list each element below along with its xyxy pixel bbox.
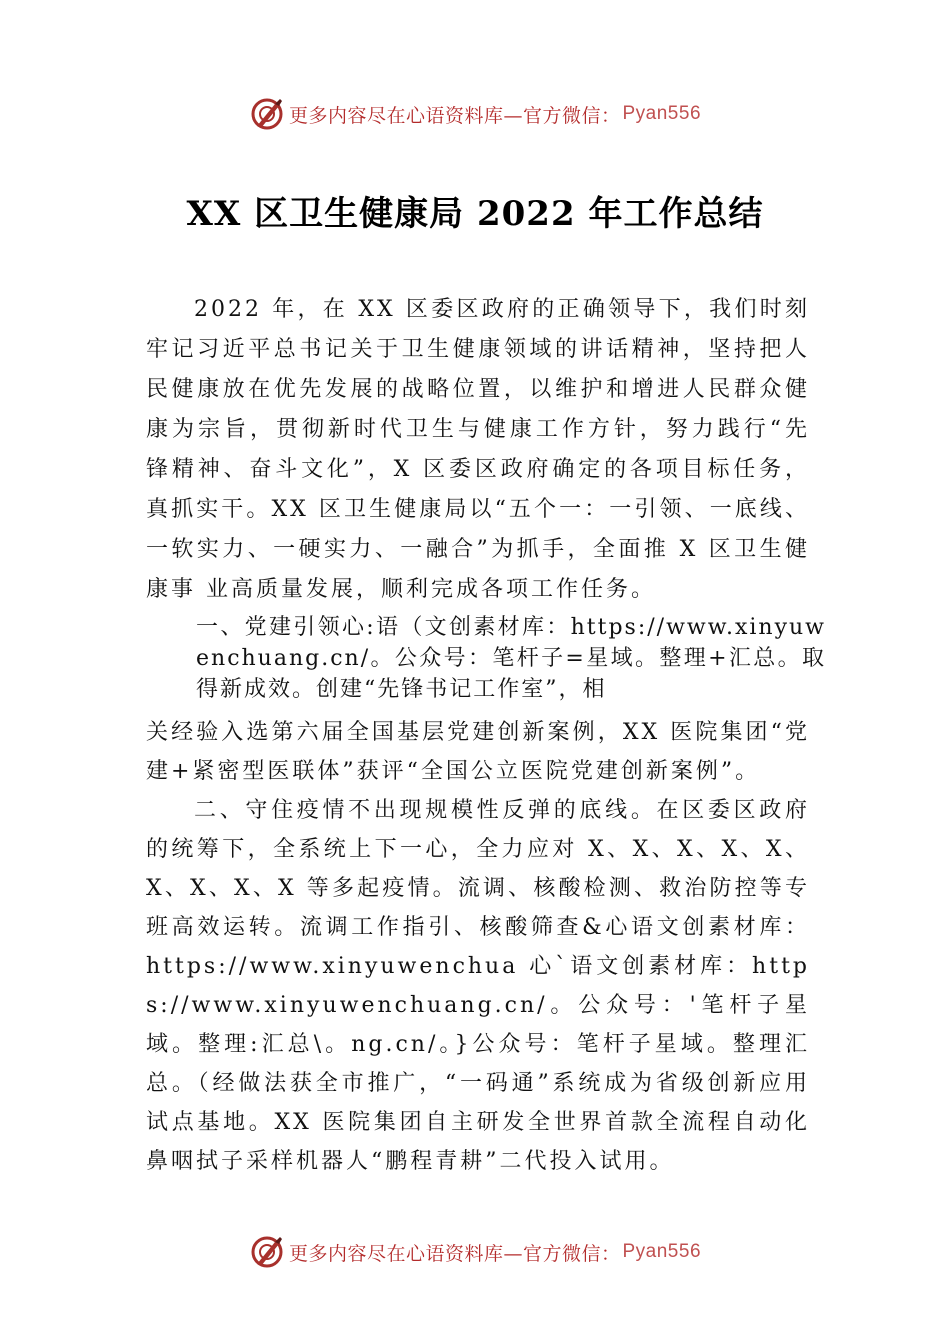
document-body bbox=[146, 290, 826, 1181]
watermark-text: 更多内容尽在心语资料库—官方微信： bbox=[288, 104, 621, 127]
watermark-wechat-id: Pyan556 bbox=[622, 1241, 702, 1262]
paragraph-party-building: 一、党建引领心:语（文创素材库：https://www.xinyuwenchuang.cn/。公众号：笔杆子=星域。整理+汇总。取得新成效。创建“先锋书记工作室”，相 bbox=[196, 615, 826, 702]
watermark-banner-bottom bbox=[0, 1232, 950, 1272]
watermark-text: 更多内容尽在心语资料库—官方微信： bbox=[288, 1242, 621, 1265]
paragraph-epidemic: 二、守住疫情不出现规模性反弹的底线。在区委区政府的统筹下，全系统上下一心，全力应对 X、X、X、X、X、X、X、X、X 等多起疫情。流调、核酸检测、救治防控等专班高效运转。流调工作指引、核酸筛查&心语文创素材库：https://www.xinyuwenchua 心`语文创素材库：https://www.xinyuwenchuang.cn/。公众号：'笔杆子星域。整理:汇总\。ng.cn/。}公众号：笔杆子星域。整理汇总。（经做法获全市推广，“一码通”系统成为省级创新应用试点基地。XX 医院集团自主研发全世界首款全流程自动化鼻咽拭子采样机器人“鹏程青耕”二代投入试用。 bbox=[146, 798, 810, 1174]
brush-logo-icon bbox=[249, 1234, 285, 1270]
document-title: XX 区卫生健康局 2022 年工作总结 bbox=[186, 194, 764, 234]
paragraph-party-building-cont: 关经验入选第六届全国基层党建创新案例，XX 医院集团“党建+紧密型医联体”获评“全国公立医院党建创新案例”。 bbox=[146, 720, 810, 784]
watermark-banner-top bbox=[0, 94, 950, 134]
brush-logo-icon bbox=[249, 96, 285, 132]
paragraph-intro: 2022 年，在 XX 区委区政府的正确领导下，我们时刻牢记习近平总书记关于卫生健康领域的讲话精神，坚持把人民健康放在优先发展的战略位置，以维护和增进人民群众健康为宗旨，贯彻新时代卫生与健康工作方针，努力践行“先锋精神、奋斗文化”，X 区委区政府确定的各项目标任务，真抓实干。XX 区卫生健康局以“五个一：一引领、一底线、一软实力、一硬实力、一融合”为抓手，全面推 X 区卫生健康事 业高质量发展，顺利完成各项工作任务。 bbox=[146, 297, 810, 602]
watermark-wechat-id: Pyan556 bbox=[622, 103, 702, 124]
